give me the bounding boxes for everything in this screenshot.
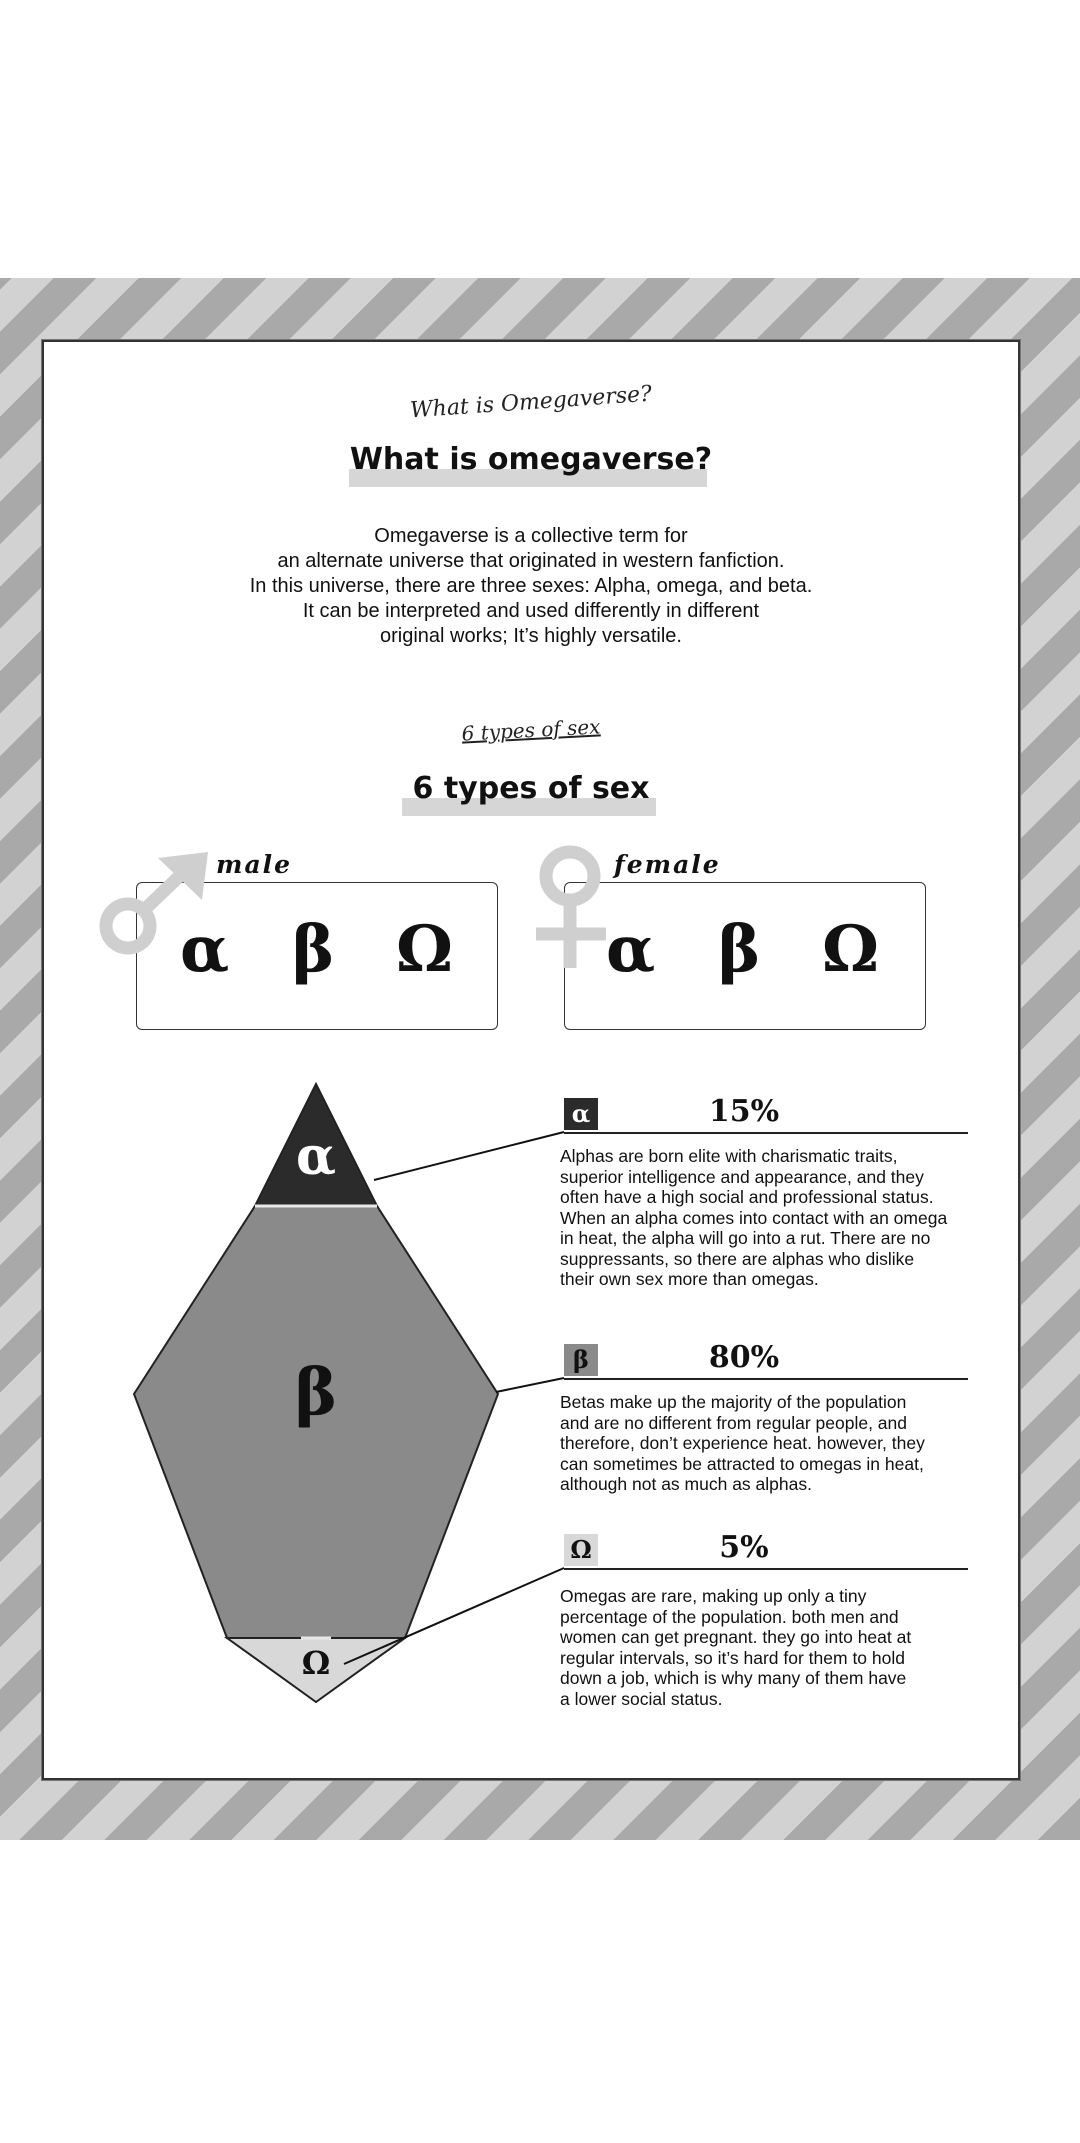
- desc-line: superior intelligence and appearance, and they: [560, 1166, 924, 1187]
- alpha-badge: α: [564, 1098, 598, 1130]
- desc-line: and are no different from regular people, and: [560, 1412, 907, 1433]
- desc-line: therefore, don’t experience heat. however, they: [560, 1433, 925, 1453]
- male-omega-symbol: Ω: [396, 912, 453, 987]
- desc-line: Alphas are born elite with charismatic traits,: [560, 1146, 898, 1166]
- omega-segment-label: Ω: [301, 1644, 331, 1682]
- desc-line: their own sex more than omegas.: [560, 1269, 819, 1289]
- female-label: female: [614, 850, 721, 879]
- beta-description: [560, 1392, 970, 1495]
- content-panel: [42, 340, 1020, 1780]
- intro-line: In this universe, there are three sexes: Alpha, omega, and beta.: [249, 575, 813, 597]
- alpha-description: [560, 1146, 970, 1290]
- male-beta-symbol: β: [292, 912, 335, 987]
- page-title: What is omegaverse?: [349, 442, 713, 477]
- beta-segment-label: β: [294, 1355, 338, 1430]
- desc-line: suppressants, so there are alphas who dislike: [560, 1248, 915, 1269]
- alpha-segment-label: α: [295, 1126, 337, 1187]
- female-alpha-symbol: α: [606, 912, 656, 987]
- female-beta-symbol: β: [718, 912, 761, 987]
- desc-line: women can get pregnant. they go into heat at: [560, 1627, 912, 1647]
- male-label: male: [216, 850, 293, 879]
- beta-badge: β: [564, 1344, 598, 1376]
- male-alpha-symbol: α: [180, 912, 230, 987]
- desc-line: down a job, which is why many of them have: [560, 1668, 907, 1688]
- alpha-connector: [374, 1132, 564, 1180]
- beta-percent: 80%: [708, 1340, 780, 1375]
- female-omega-symbol: Ω: [822, 912, 879, 987]
- alpha-rule: [564, 1132, 968, 1134]
- desc-line: a lower social status.: [560, 1688, 723, 1709]
- omega-description: [560, 1586, 970, 1709]
- desc-line: in heat, the alpha will go into a rut. There are no: [560, 1228, 931, 1248]
- distribution-diamond: [44, 342, 1018, 1778]
- omega-badge: Ω: [564, 1534, 598, 1566]
- intro-line: It can be interpreted and used differently in different: [302, 600, 760, 622]
- omega-percent: 5%: [719, 1530, 769, 1565]
- beta-rule: [564, 1378, 968, 1380]
- beta-connector: [496, 1378, 564, 1392]
- desc-line: percentage of the population. both men and: [560, 1606, 899, 1627]
- script-title-types: 6 types of sex: [461, 714, 601, 746]
- script-title-omegaverse: What is Omegaverse?: [409, 381, 653, 424]
- intro-line: Omegaverse is a collective term for: [374, 525, 688, 547]
- intro-line: original works; It’s highly versatile.: [380, 625, 682, 647]
- desc-line: can sometimes be attracted to omegas in heat,: [560, 1453, 924, 1474]
- desc-line: Omegas are rare, making up only a tiny: [560, 1586, 867, 1606]
- alpha-percent: 15%: [708, 1094, 780, 1129]
- desc-line: although not as much as alphas.: [560, 1474, 812, 1494]
- types-title: 6 types of sex: [412, 771, 650, 806]
- desc-line: often have a high social and professional status.: [560, 1187, 934, 1207]
- intro-line: an alternate universe that originated in western fanfiction.: [277, 550, 785, 572]
- desc-line: Betas make up the majority of the population: [560, 1392, 907, 1412]
- omega-rule: [564, 1568, 968, 1570]
- desc-line: regular intervals, so it’s hard for them to hold: [560, 1647, 905, 1668]
- desc-line: When an alpha comes into contact with an omega: [560, 1207, 948, 1228]
